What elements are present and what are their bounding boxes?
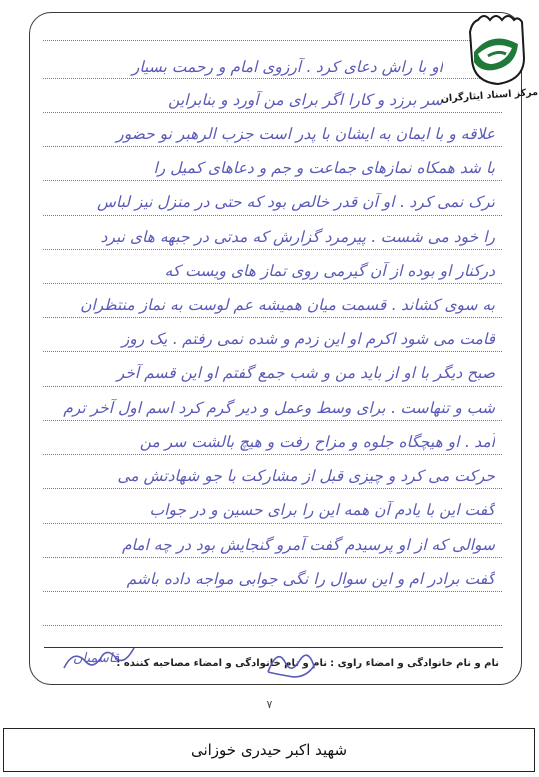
- page-number: ۷: [266, 698, 273, 711]
- handwritten-line: حرکت می کرد و چیزی قبل از مشارکت با جو شهادتش می: [117, 467, 495, 485]
- handwritten-line: درکنار او بوده از آن گیرمی روی تماز های ویست که: [164, 262, 495, 280]
- ruled-line: [43, 420, 502, 421]
- handwritten-line: را خود می شست . پیرمرد گزارش که مدتی در جبهه های نبرد: [100, 228, 495, 246]
- ruled-line: [43, 625, 502, 626]
- handwritten-line: سر برزد و کارا اگر برای من آورد و بنابراین: [168, 91, 443, 109]
- handwritten-line: علاقه و با ایمان به ایشان با پدر است جزب الرهبر نو حضور: [116, 125, 495, 143]
- narrator-signature: قاسمیان: [72, 651, 119, 666]
- handwritten-line: با شد همکاه نمازهای جماعت و جم و دعاهای کمیل را: [153, 159, 495, 177]
- handwritten-line: او با راش دعای کرد . آرزوی امام و رحمت بسیار: [131, 58, 443, 76]
- handwritten-line: آمد . او هیچگاه جلوه و مزاح رفت و هیچ بالشت سر من: [139, 433, 495, 451]
- handwritten-line: سوالی که از او پرسیدم گفت آمرو گنجایش بود در چه امام: [121, 536, 495, 554]
- ruled-line: [43, 146, 502, 147]
- interviewer-signature: [262, 642, 322, 682]
- logo-text: مرکز اسناد ایثارگران: [440, 86, 539, 105]
- handwritten-line: به سوی کشاند . قسمت میان همیشه عم لوست به نماز منتظران: [80, 296, 495, 314]
- ruled-line: [43, 488, 502, 489]
- ruled-line: [43, 283, 502, 284]
- ruled-line: [43, 180, 502, 181]
- ruled-line: [43, 454, 502, 455]
- handwritten-line: ترک نمی کرد . او آن قدر خالص بود که حتی در منزل نیز لباس: [96, 193, 495, 211]
- ruled-line: [43, 523, 502, 524]
- ruled-line: [43, 591, 502, 592]
- handwritten-line: قامت می شود اکرم او این زدم و شده نمی رفتم . یک روز: [121, 330, 495, 348]
- ruled-line: [43, 215, 502, 216]
- interviewer-label: نام و نام خانوادگی و امضاء مصاحبه کننده :: [116, 658, 327, 669]
- caption-box: [3, 728, 535, 772]
- caption-text: شهید اکبر حیدری خوزانی: [190, 741, 348, 759]
- ruled-line: [43, 249, 502, 250]
- ruled-line: [43, 386, 502, 387]
- handwritten-line: گفت برادر ام و این سوال را نگی جوابی مواجه داده باشم: [126, 570, 495, 588]
- handwritten-line: شب و تنهاست . برای وسط وعمل و دیر گرم کرد اسم اول آخر ترم: [63, 399, 495, 417]
- handwritten-line: گفت این با یادم آن همه این را برای حسین و در جواب: [149, 501, 495, 519]
- ruled-line: [43, 40, 502, 41]
- narrator-label: نام و نام خانوادگی و امضاء راوی :: [330, 658, 499, 669]
- hand-logo-icon: [448, 8, 536, 98]
- ruled-line: [43, 557, 502, 558]
- ruled-line: [43, 112, 502, 113]
- ruled-line: [43, 78, 502, 79]
- handwritten-line: صبح دیگر با او از باید من و شب جمع گفتم او این قسم آخر: [116, 364, 495, 382]
- ruled-line: [43, 317, 502, 318]
- ruled-line: [43, 351, 502, 352]
